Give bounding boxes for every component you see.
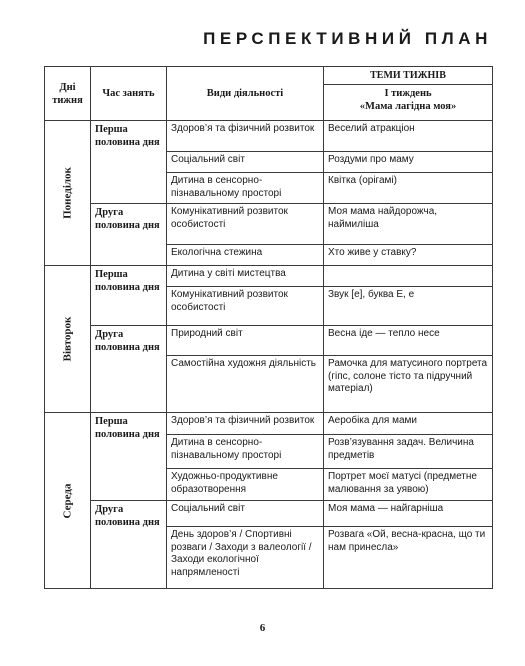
activity-cell: Дитина в сенсорно-пізнавальному просторі xyxy=(167,435,324,469)
day-label: Вівторок xyxy=(61,316,73,362)
half-label: Друга половина дня xyxy=(91,204,167,266)
theme-cell: Весна іде — тепло несе xyxy=(324,326,493,356)
theme-cell: Квітка (орігамі) xyxy=(324,173,493,204)
theme-cell: Роздуми про маму xyxy=(324,152,493,173)
day-label: Середа xyxy=(61,483,73,518)
activity-cell: Дитина в сенсорно-пізнавальному просторі xyxy=(167,173,324,204)
half-label: Друга половина дня xyxy=(91,501,167,589)
activity-cell: Художньо-продуктивне образотворення xyxy=(167,469,324,501)
week-number: I тиждень xyxy=(384,88,432,99)
page-title: ПЕРСПЕКТИВНИЙ ПЛАН xyxy=(203,29,492,48)
theme-cell: Моя мама найдорожча, наймиліша xyxy=(324,204,493,245)
theme-cell: Рамочка для матусиного портрета (гіпс, солоне тісто та підручний матеріал) xyxy=(324,356,493,413)
activity-cell: Самостійна художня діяльність xyxy=(167,356,324,413)
theme-cell: Розвага «Ой, весна-красна, що ти нам принесла» xyxy=(324,527,493,589)
theme-cell: Хто живе у ставку? xyxy=(324,245,493,266)
theme-cell: Розв’язування задач. Величина предметів xyxy=(324,435,493,469)
half-label: Перша половина дня xyxy=(91,413,167,501)
header-days: Дні тижня xyxy=(45,67,91,121)
activity-cell: Комунікативний розвиток особистості xyxy=(167,287,324,326)
page-number: 6 xyxy=(259,622,266,634)
header-week xyxy=(324,85,493,121)
theme-cell: Аеробіка для мами xyxy=(324,413,493,435)
theme-cell: Веселий атракціон xyxy=(324,121,493,152)
activity-cell: Соціальний світ xyxy=(167,152,324,173)
header-activities: Види діяльності xyxy=(167,67,324,121)
header-time: Час занять xyxy=(91,67,167,121)
header-themes: ТЕМИ ТИЖНІВ xyxy=(324,67,493,85)
activity-cell: Дитина у світі мистецтва xyxy=(167,266,324,287)
day-cell xyxy=(45,413,91,589)
activity-cell: Здоров’я та фізичний розвиток xyxy=(167,413,324,435)
day-cell xyxy=(45,266,91,413)
half-label: Друга половина дня xyxy=(91,326,167,413)
activity-cell: Соціальний світ xyxy=(167,501,324,527)
theme-cell: Портрет моєї матусі (предметне малювання за уявою) xyxy=(324,469,493,501)
half-label: Перша половина дня xyxy=(91,266,167,326)
theme-cell xyxy=(324,266,493,287)
activity-cell: День здоров’я / Спортивні розваги / Заходи з валеології / Заходи екологічної напрямленості xyxy=(167,527,324,589)
activity-cell: Здоров’я та фізичний розвиток xyxy=(167,121,324,152)
activity-cell: Екологічна стежина xyxy=(167,245,324,266)
day-label: Понеділок xyxy=(61,167,73,219)
plan-table xyxy=(44,66,493,589)
activity-cell: Комунікативний розвиток особистості xyxy=(167,204,324,245)
theme-cell: Звук [е], буква Е, е xyxy=(324,287,493,326)
half-label: Перша половина дня xyxy=(91,121,167,204)
activity-cell: Природний світ xyxy=(167,326,324,356)
theme-cell: Моя мама — найгарніша xyxy=(324,501,493,527)
day-cell xyxy=(45,121,91,266)
week-theme: «Мама лагідна моя» xyxy=(359,101,457,112)
